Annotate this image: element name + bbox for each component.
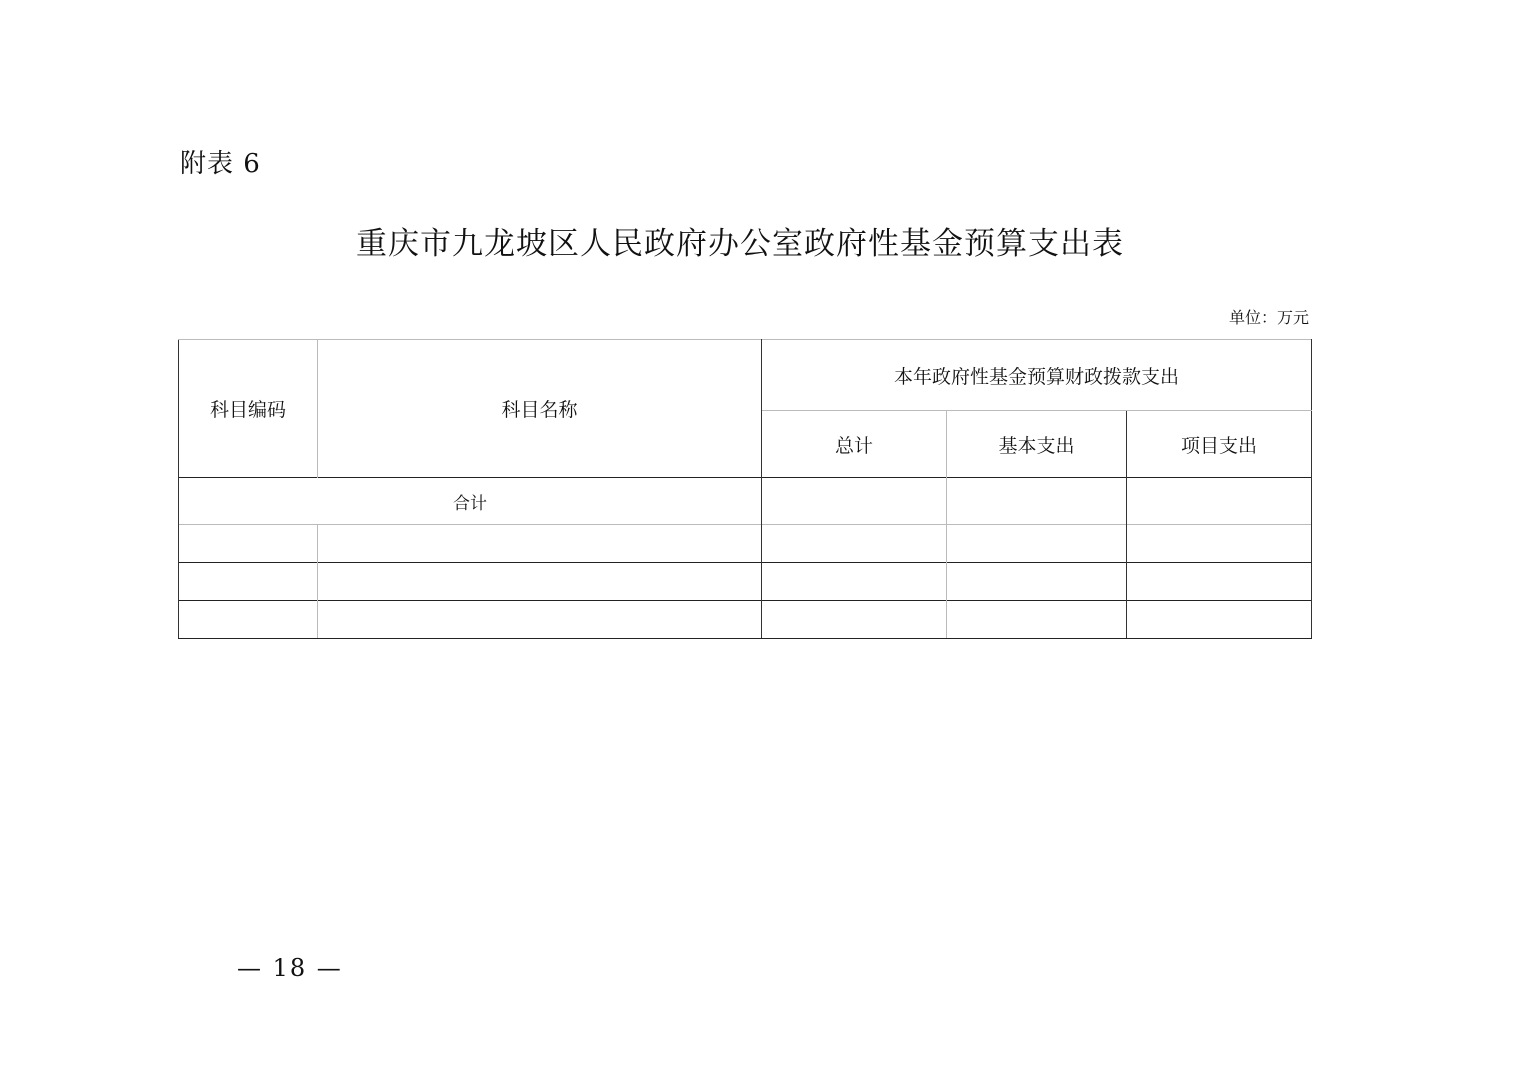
row-project <box>1127 563 1312 601</box>
table-row <box>179 563 1312 601</box>
total-label: 合计 <box>179 478 762 525</box>
row-project <box>1127 525 1312 563</box>
row-name <box>318 525 762 563</box>
row-code <box>179 525 318 563</box>
page-number: — 18 — <box>237 954 343 982</box>
row-project <box>1127 601 1312 639</box>
row-basic <box>947 563 1127 601</box>
row-total <box>762 563 947 601</box>
header-code: 科目编码 <box>179 340 318 478</box>
table-row <box>179 601 1312 639</box>
row-name <box>318 563 762 601</box>
total-project <box>1127 478 1312 525</box>
total-basic <box>947 478 1127 525</box>
row-code <box>179 563 318 601</box>
row-total <box>762 525 947 563</box>
table-row <box>179 525 1312 563</box>
total-total <box>762 478 947 525</box>
unit-label: 单位：万元 <box>1228 308 1309 327</box>
header-project: 项目支出 <box>1127 411 1312 478</box>
header-basic: 基本支出 <box>947 411 1127 478</box>
row-code <box>179 601 318 639</box>
header-group: 本年政府性基金预算财政拨款支出 <box>762 340 1312 411</box>
attachment-label: 附表 6 <box>180 149 261 179</box>
row-basic <box>947 525 1127 563</box>
row-basic <box>947 601 1127 639</box>
row-name <box>318 601 762 639</box>
budget-table <box>178 339 1312 639</box>
row-total <box>762 601 947 639</box>
header-total: 总计 <box>762 411 947 478</box>
header-name: 科目名称 <box>318 340 762 478</box>
document-title: 重庆市九龙坡区人民政府办公室政府性基金预算支出表 <box>356 226 1124 262</box>
